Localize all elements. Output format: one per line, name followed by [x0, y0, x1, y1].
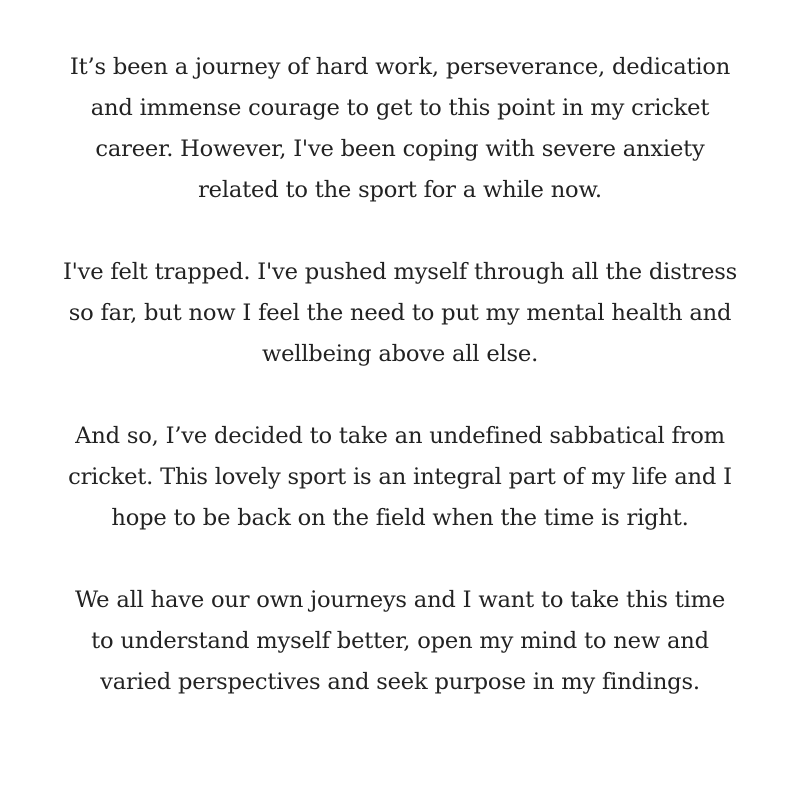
text-line: cricket. This lovely sport is an integral part of my life and I: [68, 464, 732, 490]
paragraph-1: [20, 47, 780, 211]
text-line: varied perspectives and seek purpose in my findings.: [100, 669, 700, 695]
text-line: wellbeing above all else.: [261, 341, 539, 367]
text-line: And so, I’ve decided to take an undefined sabbatical from: [75, 423, 725, 449]
statement-text-block: [20, 47, 780, 744]
paragraph-3: [20, 416, 780, 539]
text-line: We all have our own journeys and I want to take this time: [75, 587, 725, 613]
text-line: to understand myself better, open my mind to new and: [91, 628, 709, 654]
text-line: I've felt trapped. I've pushed myself through all the distress: [62, 259, 738, 285]
text-line: hope to be back on the field when the time is right.: [111, 505, 689, 531]
text-line: so far, but now I feel the need to put my mental health and: [68, 300, 732, 326]
paragraph-4: [20, 580, 780, 703]
text-line: It’s been a journey of hard work, perseverance, dedication: [69, 54, 731, 80]
paragraph-2: [20, 252, 780, 375]
text-line: related to the sport for a while now.: [198, 177, 602, 203]
text-line: career. However, I've been coping with severe anxiety: [95, 136, 705, 162]
text-line: and immense courage to get to this point in my cricket: [90, 95, 710, 121]
